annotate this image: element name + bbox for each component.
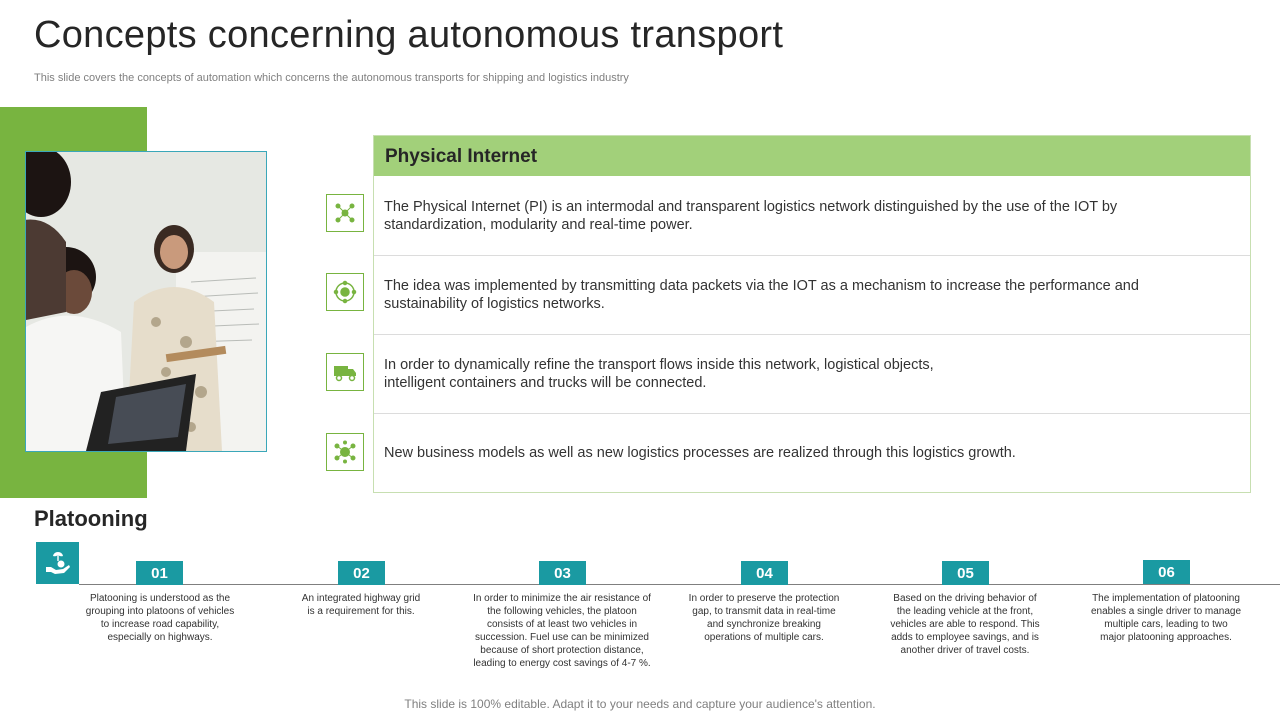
pi-row-2 — [374, 255, 1250, 334]
step-description: Based on the driving behavior of the leading vehicle at the front, vehicles are able to respond. This adds to employee savings, and is another driver of travel costs. — [890, 593, 1040, 656]
step-number-badge: 03 — [539, 561, 586, 585]
step-description: Platooning is understood as the grouping into platoons of vehicles to increase road capability, especially on highways. — [85, 593, 235, 643]
step-description: An integrated highway grid is a requirement for this. — [301, 593, 421, 617]
pi-row-text: The idea was implemented by transmitting data packets via the IOT as a mechanism to increase the performance and sustainability of logistics networks. — [384, 278, 1139, 312]
team-meeting-photo — [25, 151, 267, 452]
step-description: In order to minimize the air resistance of the following vehicles, the platoon consists of at least two vehicles in succession. Fuel use can be minimized because of short protection distance, leading to energy cost savings of 4-7 %. — [473, 593, 651, 669]
pi-row-text: The Physical Internet (PI) is an intermodal and transparent logistics network distinguished by the use of the IOT by standardization, modularity and real-time power. — [384, 198, 1118, 233]
globe-network-icon — [326, 433, 364, 471]
physical-internet-panel — [373, 135, 1251, 493]
footer-note: This slide is 100% editable. Adapt it to your needs and capture your audience's attention. — [404, 697, 876, 711]
step-number-badge: 02 — [338, 561, 385, 585]
hand-money-plant-icon — [36, 542, 79, 584]
pi-row-text: New business models as well as new logistics processes are realized through this logistics growth. — [384, 445, 1016, 461]
network-hub-icon — [326, 273, 364, 311]
step-description: The implementation of platooning enables a single driver to manage multiple cars, leading to two major platooning approaches. — [1090, 593, 1242, 643]
pi-row-3 — [374, 334, 1250, 413]
step-number-badge: 06 — [1143, 560, 1190, 584]
platooning-timeline — [79, 584, 1280, 585]
step-number-badge: 04 — [741, 561, 788, 585]
step-description: In order to preserve the protection gap, to transmit data in real-time and synchronize breaking operations of multiple cars. — [688, 593, 840, 643]
step-number-badge: 05 — [942, 561, 989, 585]
pi-row-4 — [374, 413, 1250, 492]
network-people-icon — [326, 194, 364, 232]
delivery-truck-icon — [326, 353, 364, 391]
pi-row-text: In order to dynamically refine the transport flows inside this network, logistical objects, intelligent containers and trucks will be connected. — [384, 357, 934, 391]
pi-row-1 — [374, 176, 1250, 255]
slide-subtitle: This slide covers the concepts of automation which concerns the autonomous transports for shipping and logistics industry — [34, 72, 629, 84]
platooning-heading: Platooning — [34, 506, 148, 531]
slide-title: Concepts concerning autonomous transport — [34, 14, 784, 56]
step-number-badge: 01 — [136, 561, 183, 585]
physical-internet-heading: Physical Internet — [374, 136, 1250, 176]
